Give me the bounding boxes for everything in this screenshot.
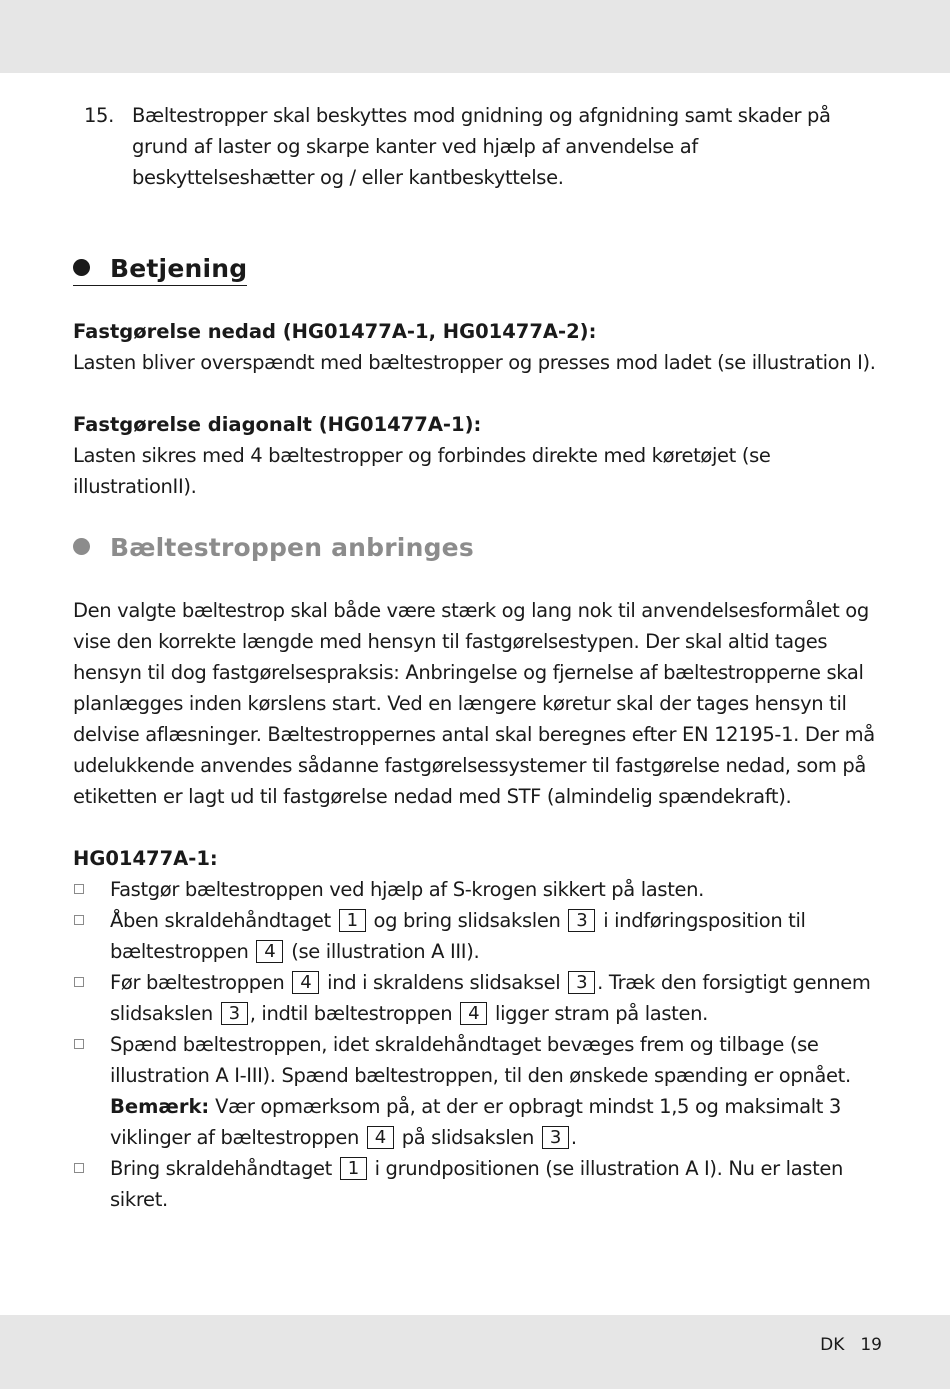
part-reference-box: 4	[256, 940, 283, 963]
step-text: . Træk den forsigtigt gennem slidsakslen	[110, 971, 871, 1025]
page-footer	[820, 1335, 882, 1355]
list-item-text: Bæltestropper skal beskyttes mod gnidning og afgnidning samt skader på grund af laster og skarpe kanter ved hjælp af anvendelse af beskyttelseshætter og / eller kantbeskyttelse.	[132, 104, 831, 189]
step-text: Spænd bæltestroppen, idet skraldehåndtaget bevæges frem og tilbage (se illustration A I-III). Spænd bæltestroppen, til den ønskede spænding er opnået.	[110, 1033, 851, 1087]
step-text: Fastgør bæltestroppen ved hjælp af S-krogen sikkert på lasten.	[110, 878, 705, 901]
step-text: (se illustration A III).	[291, 940, 480, 963]
step-text: Bring skraldehåndtaget	[110, 1157, 332, 1180]
part-reference-box: 3	[568, 971, 595, 994]
model-heading: HG01477A-1:	[73, 847, 218, 870]
part-reference-box: 4	[292, 971, 319, 994]
subheading-fastening-down: Fastgørelse nedad (HG01477A-1, HG01477A-2):	[73, 320, 597, 343]
fastening-down-block	[73, 316, 883, 378]
language-code: DK	[820, 1335, 845, 1355]
note-label: Bemærk:	[110, 1095, 210, 1118]
step-text: Åben skraldehåndtaget	[110, 909, 331, 932]
step-4	[73, 1029, 883, 1153]
checkbox-bullet-icon	[74, 884, 84, 894]
step-text: ind i skraldens slidsaksel	[327, 971, 561, 994]
step-3	[73, 967, 883, 1029]
step-text: i grundpositionen (se illustration A I). Nu er lasten sikret.	[110, 1157, 844, 1211]
checkbox-bullet-icon	[74, 915, 84, 925]
part-reference-box: 1	[340, 1157, 367, 1180]
section-title: Betjening	[110, 254, 248, 283]
part-reference-box: 1	[339, 909, 366, 932]
fastening-diagonal-text: Lasten sikres med 4 bæltestropper og forbindes direkte med køretøjet (se illustrationII).	[73, 444, 771, 498]
step-text: Vær opmærksom på, at der er opbragt mindst 1,5 og maksimalt 3 viklinger af bæltestroppen	[110, 1095, 841, 1149]
part-reference-box: 3	[221, 1002, 248, 1025]
top-band	[0, 0, 950, 73]
step-1	[73, 874, 883, 905]
list-number: 15.	[84, 104, 114, 127]
section-title: Bæltestroppen anbringes	[110, 533, 474, 562]
page-number: 19	[860, 1335, 882, 1355]
fastening-diagonal-block	[73, 409, 883, 502]
list-item-15	[84, 100, 874, 193]
step-text: , indtil bæltestroppen	[249, 1002, 453, 1025]
fastening-down-text: Lasten bliver overspændt med bæltestropper og presses mod ladet (se illustration I).	[73, 351, 876, 374]
subheading-fastening-diagonal: Fastgørelse diagonalt (HG01477A-1):	[73, 413, 482, 436]
checkbox-bullet-icon	[74, 1163, 84, 1173]
part-reference-box: 4	[460, 1002, 487, 1025]
step-text: i indføringsposition til bæltestroppen	[110, 909, 806, 963]
part-reference-box: 3	[542, 1126, 569, 1149]
bullet-dot-icon	[73, 538, 90, 555]
bottom-band	[0, 1315, 950, 1389]
part-reference-box: 3	[568, 909, 595, 932]
checkbox-bullet-icon	[74, 1039, 84, 1049]
step-text: ligger stram på lasten.	[495, 1002, 708, 1025]
step-text: .	[570, 1126, 577, 1149]
bullet-dot-icon	[73, 259, 90, 276]
intro-paragraph: Den valgte bæltestrop skal både være stærk og lang nok til anvendelsesformålet og vise den korrekte længde med hensyn til fastgørelsestypen. Der skal altid tages hensyn til dog fastgørelsespraksis: Anbringelse og fjernelse af bæltestropperne skal planlægges inden kørslens start. Ved en længere køretur skal der tages hensyn til delvise aflæsninger. Bæltestroppernes antal skal beregnes efter EN 12195-1. Der må udelukkende anvendes sådanne fastgørelsessystemer til fastgørelse nedad, som på etiketten er lagt ud til fastgørelse nedad med STF (almindelig spændekraft).	[73, 599, 875, 808]
section-heading-betjening	[73, 254, 247, 286]
step-2	[73, 905, 883, 967]
step-text: på slidsakslen	[401, 1126, 535, 1149]
checkbox-bullet-icon	[74, 977, 84, 987]
step-5	[73, 1153, 883, 1215]
step-list	[73, 874, 883, 1215]
step-text: og bring slidsakslen	[373, 909, 561, 932]
step-text: Før bæltestroppen	[110, 971, 285, 994]
part-reference-box: 4	[367, 1126, 394, 1149]
section-heading-anbringes	[73, 533, 474, 562]
model-instructions	[73, 843, 883, 1215]
